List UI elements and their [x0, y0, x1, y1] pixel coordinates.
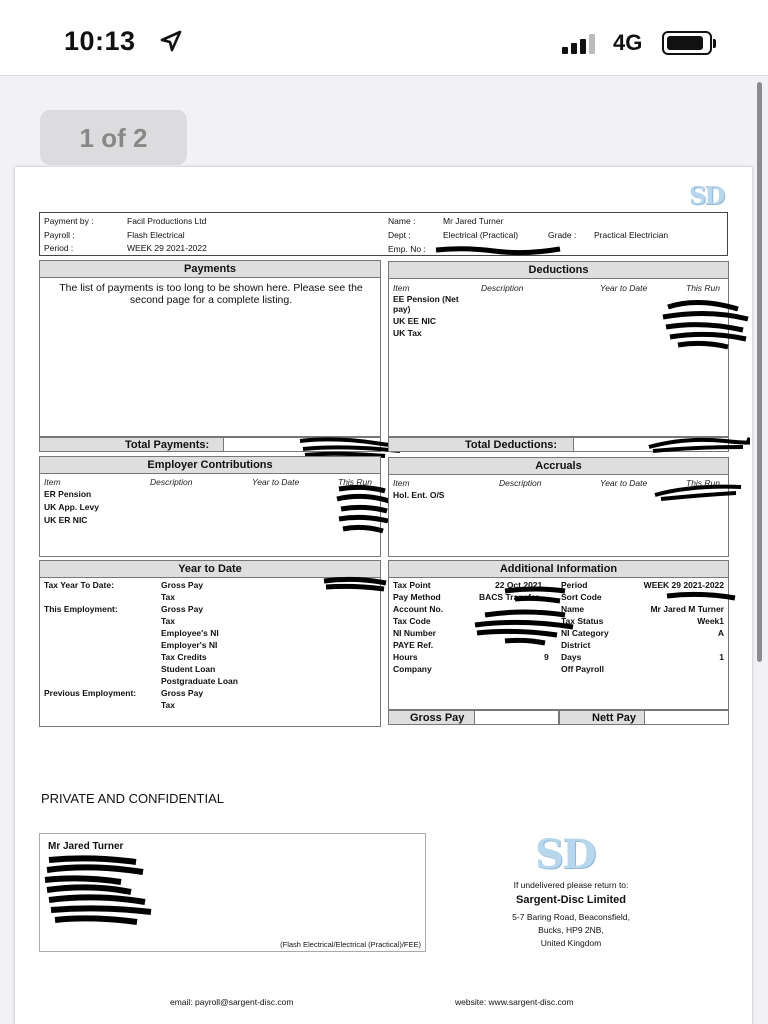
ytd-item: Student Loan [161, 664, 216, 674]
nett-pay-value-cell [644, 711, 728, 724]
confidential-label: PRIVATE AND CONFIDENTIAL [41, 791, 224, 806]
info-label: Sort Code [561, 592, 602, 602]
accruals-col-this-run: This Run [686, 478, 721, 488]
total-payments-label: Total Payments: [125, 439, 210, 451]
ytd-item: Tax [161, 700, 176, 710]
grade-label: Grade : [548, 230, 577, 240]
gross-pay-label: Gross Pay [410, 712, 465, 724]
info-label: Company [393, 664, 432, 674]
deductions-title: Deductions [389, 262, 728, 279]
payroll-value: Flash Electrical [127, 230, 185, 240]
name-value: Mr Jared Turner [443, 216, 504, 226]
ytd-item: Employer's NI [161, 640, 218, 650]
payments-title: Payments [40, 261, 380, 278]
location-arrow-icon [160, 30, 182, 52]
redaction-scribble [663, 590, 739, 604]
employer-col-this-run: This Run [338, 477, 373, 487]
year-to-date-title: Year to Date [40, 561, 380, 578]
info-label: Name [561, 604, 585, 614]
deductions-col-description: Description [481, 283, 524, 293]
ytd-item: Tax Credits [161, 652, 207, 662]
redaction-scribble [658, 297, 753, 352]
gross-pay-value-cell [474, 711, 558, 724]
employer-col-ytd: Year to Date [252, 477, 300, 487]
employer-contribution-item: UK App. Levy [44, 502, 99, 512]
employer-col-item: Item [44, 477, 61, 487]
return-company: Sargent-Disc Limited [515, 894, 627, 906]
info-label: Tax Point [393, 580, 431, 590]
deductions-col-item: Item [393, 283, 410, 293]
employer-contributions-panel [39, 456, 381, 557]
payslip-header [39, 212, 728, 256]
dept-label: Dept : [388, 230, 411, 240]
deduction-item: UK Tax [393, 328, 422, 338]
grade-value: Practical Electrician [594, 230, 669, 240]
info-label: Hours [393, 652, 418, 662]
payslip-page [15, 167, 752, 1024]
info-value: A [717, 628, 724, 638]
redaction-scribble [651, 481, 746, 503]
accrual-item: Hol. Ent. O/S [393, 490, 445, 500]
address-footer-note: (Flash Electrical/Electrical (Practical)/FEE) [280, 940, 421, 949]
total-deductions-label: Total Deductions: [465, 439, 558, 451]
info-label: Days [561, 652, 582, 662]
ytd-item: Gross Pay [161, 604, 204, 614]
scrollbar[interactable] [757, 82, 762, 662]
accruals-col-ytd: Year to Date [600, 478, 648, 488]
sargent-disc-logo: SD [535, 831, 595, 878]
redaction-scribble [41, 854, 153, 928]
employer-contributions-title: Employer Contributions [40, 457, 380, 474]
deductions-col-this-run: This Run [686, 283, 721, 293]
redaction-scribble [320, 575, 390, 595]
deduction-item: EE Pension (Net pay) [393, 294, 459, 314]
page-counter: 1 of 2 [40, 110, 187, 165]
accruals-title: Accruals [389, 458, 728, 475]
accruals-col-item: Item [393, 478, 410, 488]
info-label: NI Number [393, 628, 436, 638]
payments-panel [39, 260, 381, 437]
info-value: BACS Transfer [479, 592, 539, 602]
info-label: Period [561, 580, 588, 590]
redaction-scribble [333, 483, 393, 537]
status-bar [0, 0, 768, 76]
dept-value: Electrical (Practical) [443, 230, 519, 240]
redaction-scribble [434, 243, 564, 257]
period-label: Period : [44, 243, 74, 253]
info-label: Off Payroll [561, 664, 604, 674]
redaction-scribble [465, 585, 575, 647]
ytd-group-label: Tax Year To Date: [44, 580, 114, 590]
info-label: Account No. [393, 604, 444, 614]
additional-info-title: Additional Information [389, 561, 728, 578]
company-logo: SD [689, 181, 724, 210]
employer-contribution-item: UK ER NIC [44, 515, 88, 525]
name-label: Name : [388, 216, 416, 226]
network-type: 4G [613, 30, 643, 55]
return-address-line: United Kingdom [540, 938, 602, 948]
info-label: Pay Method [393, 592, 441, 602]
deduction-item: UK EE NIC [393, 316, 436, 326]
ytd-item: Gross Pay [161, 580, 204, 590]
address-name: Mr Jared Turner [48, 841, 124, 852]
info-value: Week1 [697, 616, 724, 626]
return-address-line: 5-7 Baring Road, Beaconsfield, [512, 912, 630, 922]
employer-col-description: Description [150, 477, 193, 487]
redaction-scribble [645, 433, 750, 455]
info-value: WEEK 29 2021-2022 [643, 580, 724, 590]
emp-no-label: Emp. No : [388, 244, 426, 254]
battery-icon [662, 31, 712, 55]
ytd-item: Tax [161, 592, 176, 602]
employer-contribution-item: ER Pension [44, 489, 92, 499]
ytd-group-label: Previous Employment: [44, 688, 137, 698]
period-value: WEEK 29 2021-2022 [127, 243, 207, 253]
return-address-line: Bucks, HP9 2NB, [538, 925, 604, 935]
footer-email: email: payroll@sargent-disc.com [170, 997, 294, 1007]
info-label: Tax Code [393, 616, 431, 626]
accruals-panel [388, 457, 729, 557]
deductions-col-ytd: Year to Date [600, 283, 648, 293]
info-label: District [561, 640, 591, 650]
status-time: 10:13 [64, 26, 136, 56]
info-value: 22 Oct 2021 [495, 580, 543, 590]
undelivered-note: If undelivered please return to: [513, 880, 629, 890]
info-label: NI Category [561, 628, 609, 638]
payment-by-label: Payment by : [44, 216, 94, 226]
ytd-item: Employee's NI [161, 628, 219, 638]
info-label: PAYE Ref. [393, 640, 434, 650]
footer-website: website: www.sargent-disc.com [455, 997, 574, 1007]
ytd-item: Gross Pay [161, 688, 204, 698]
nett-pay-bar [559, 710, 729, 725]
gross-pay-bar [388, 710, 559, 725]
payroll-label: Payroll : [44, 230, 75, 240]
nett-pay-label: Nett Pay [592, 712, 637, 724]
accruals-col-description: Description [499, 478, 542, 488]
payment-by-value: Facil Productions Ltd [127, 216, 207, 226]
info-value: 9 [544, 652, 549, 662]
info-value: Mr Jared M Turner [650, 604, 724, 614]
cellular-signal-icon [562, 32, 602, 54]
ytd-group-label: This Employment: [44, 604, 118, 614]
ytd-item: Tax [161, 616, 176, 626]
battery-tip [713, 39, 716, 48]
info-label: Tax Status [561, 616, 604, 626]
ytd-item: Postgraduate Loan [161, 676, 238, 686]
payments-note: The list of payments is too long to be shown here. Please see the second page for a complete listing. [59, 282, 363, 306]
info-value: 1 [719, 652, 724, 662]
